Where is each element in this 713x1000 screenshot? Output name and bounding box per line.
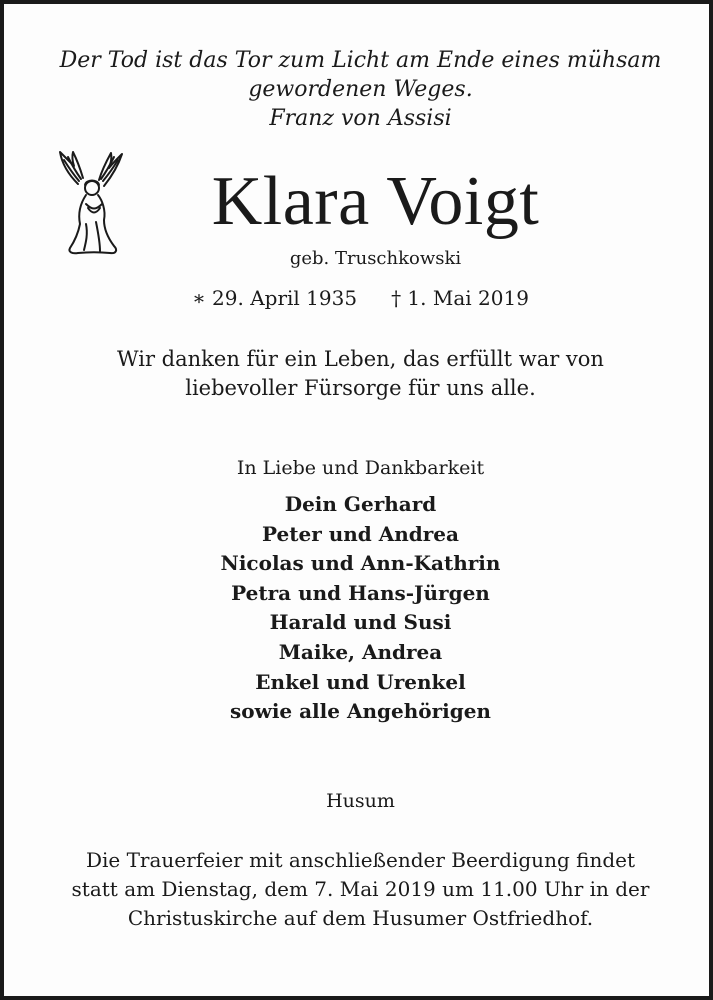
mourners-list [4,490,713,727]
life-dates [4,284,713,312]
mourner-name: Harald und Susi [269,610,452,635]
mourner-name: Nicolas und Ann-Kathrin [220,551,501,576]
quote-line: Der Tod ist das Tor zum Licht am Ende eines mühsam [59,48,662,73]
ceremony-line: Christuskirche auf dem Husumer Ostfriedhof. [127,906,594,930]
mourners-intro: In Liebe und Dankbarkeit [236,457,485,479]
mourner-name: Peter und Andrea [262,521,459,546]
quote-author: Franz von Assisi [269,106,452,131]
ceremony-info [4,846,713,933]
deceased-name: Klara Voigt [211,163,540,240]
maiden-name: geb. Truschkowski [289,248,462,269]
mourner-name: Enkel und Urenkel [255,669,466,694]
mourner-name: sowie alle Angehörigen [230,699,491,724]
quote [4,46,713,133]
mourner-name: Dein Gerhard [284,492,437,516]
mourner-name: Maike, Andrea [278,639,443,664]
thanks-line: liebevoller Fürsorge für uns alle. [185,376,536,400]
thanks-line: Wir danken für ein Leben, das erfüllt war von [117,347,604,371]
ceremony-line: Die Trauerfeier mit anschließender Beerdigung findet [85,848,636,872]
place: Husum [326,790,395,812]
death-date: † 1. Mai 2019 [391,286,529,310]
quote-line: gewordenen Weges. [248,77,473,102]
birth-date: ∗ 29. April 1935 [192,286,358,310]
ceremony-line: statt am Dienstag, dem 7. Mai 2019 um 11.00 Uhr in der [71,877,650,901]
mourner-name: Petra und Hans-Jürgen [231,580,490,605]
thanks-text [4,345,713,403]
